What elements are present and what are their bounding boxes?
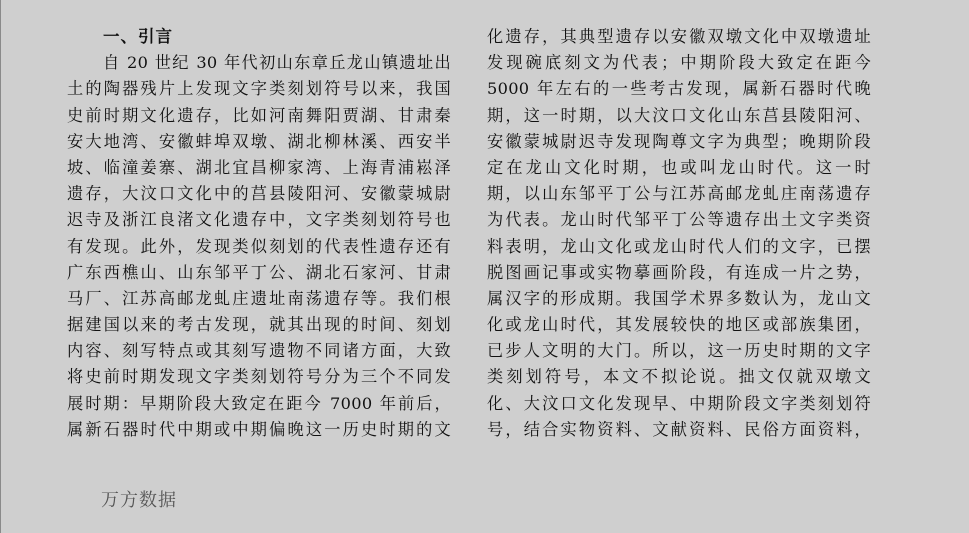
text-line: 安大地湾、安徽蚌埠双墩、湖北柳林溪、西安半 bbox=[67, 131, 451, 151]
text-line: 展时期：早期阶段大致定在距今 7000 年前后， bbox=[67, 393, 451, 413]
text-line: 类刻划符号，本文不拟论说。拙文仅就双墩文 bbox=[487, 367, 871, 387]
text-line: 史前时期文化遗存，比如河南舞阳贾湖、甘肃秦 bbox=[67, 105, 451, 125]
text-line: 化遗存，其典型遗存以安徽双墩文化中双墩遗址 bbox=[487, 27, 871, 46]
text-line: 发现碗底刻文为代表；中期阶段大致定在距今 bbox=[487, 53, 871, 73]
text-line: 脱图画记事或实物摹画阶段，有连成一片之势， bbox=[487, 262, 871, 282]
text-line: 期，以山东邹平丁公与江苏高邮龙虬庄南荡遗存 bbox=[487, 184, 871, 204]
text-line: 已步人文明的大门。所以，这一历史时期的文字 bbox=[487, 341, 871, 361]
text-line: 内容、刻写特点或其刻写遗物不同诸方面，大致 bbox=[67, 341, 451, 361]
text-line: 料表明，龙山文化或龙山时代人们的文字，已摆 bbox=[487, 236, 871, 256]
text-line: 期，这一时期，以大汶口文化山东莒县陵阳河、 bbox=[487, 105, 871, 125]
watermark-text: 万方数据 bbox=[101, 490, 177, 511]
text-line: 安徽蒙城尉迟寺发现陶尊文字为典型；晚期阶段 bbox=[487, 131, 871, 151]
text-line: 坡、临潼姜寨、湖北宜昌柳家湾、上海青浦崧泽 bbox=[67, 157, 451, 177]
section-heading: 一、引言 bbox=[103, 27, 173, 46]
text-line: 据建国以来的考古发现，就其出现的时间、刻划 bbox=[67, 315, 451, 335]
text-line: 有发现。此外，发现类似刻划的代表性遗存还有 bbox=[67, 236, 451, 256]
text-line: 号，结合实物资料、文献资料、民俗方面资料， bbox=[487, 419, 871, 439]
text-line: 土的陶器残片上发现文字类刻划符号以来，我国 bbox=[67, 79, 451, 99]
text-line: 为代表。龙山时代邹平丁公等遗存出土文字类资 bbox=[487, 210, 871, 230]
text-line: 遗存，大汶口文化中的莒县陵阳河、安徽蒙城尉 bbox=[67, 184, 451, 204]
text-line: 化、大汶口文化发现早、中期阶段文字类刻划符 bbox=[487, 393, 871, 413]
left-text-column bbox=[67, 24, 451, 443]
text-line: 定在龙山文化时期，也或叫龙山时代。这一时 bbox=[487, 157, 871, 177]
text-line: 广东西樵山、山东邹平丁公、湖北石家河、甘肃 bbox=[67, 262, 451, 282]
text-line: 自 20 世纪 30 年代初山东章丘龙山镇遗址出 bbox=[103, 53, 451, 73]
text-line: 属新石器时代中期或中期偏晚这一历史时期的文 bbox=[67, 419, 451, 439]
text-line: 属汉字的形成期。我国学术界多数认为，龙山文 bbox=[487, 288, 871, 308]
text-line: 化或龙山时代，其发展较快的地区或部族集团， bbox=[487, 315, 871, 335]
text-line: 马厂、江苏高邮龙虬庄遗址南荡遗存等。我们根 bbox=[67, 288, 451, 308]
text-line: 迟寺及浙江良渚文化遗存中，文字类刻划符号也 bbox=[67, 210, 451, 230]
text-line: 5000 年左右的一些考古发现，属新石器时代晚 bbox=[487, 79, 871, 99]
right-text-column bbox=[487, 24, 871, 443]
text-line: 将史前时期发现文字类刻划符号分为三个不同发 bbox=[67, 367, 451, 387]
